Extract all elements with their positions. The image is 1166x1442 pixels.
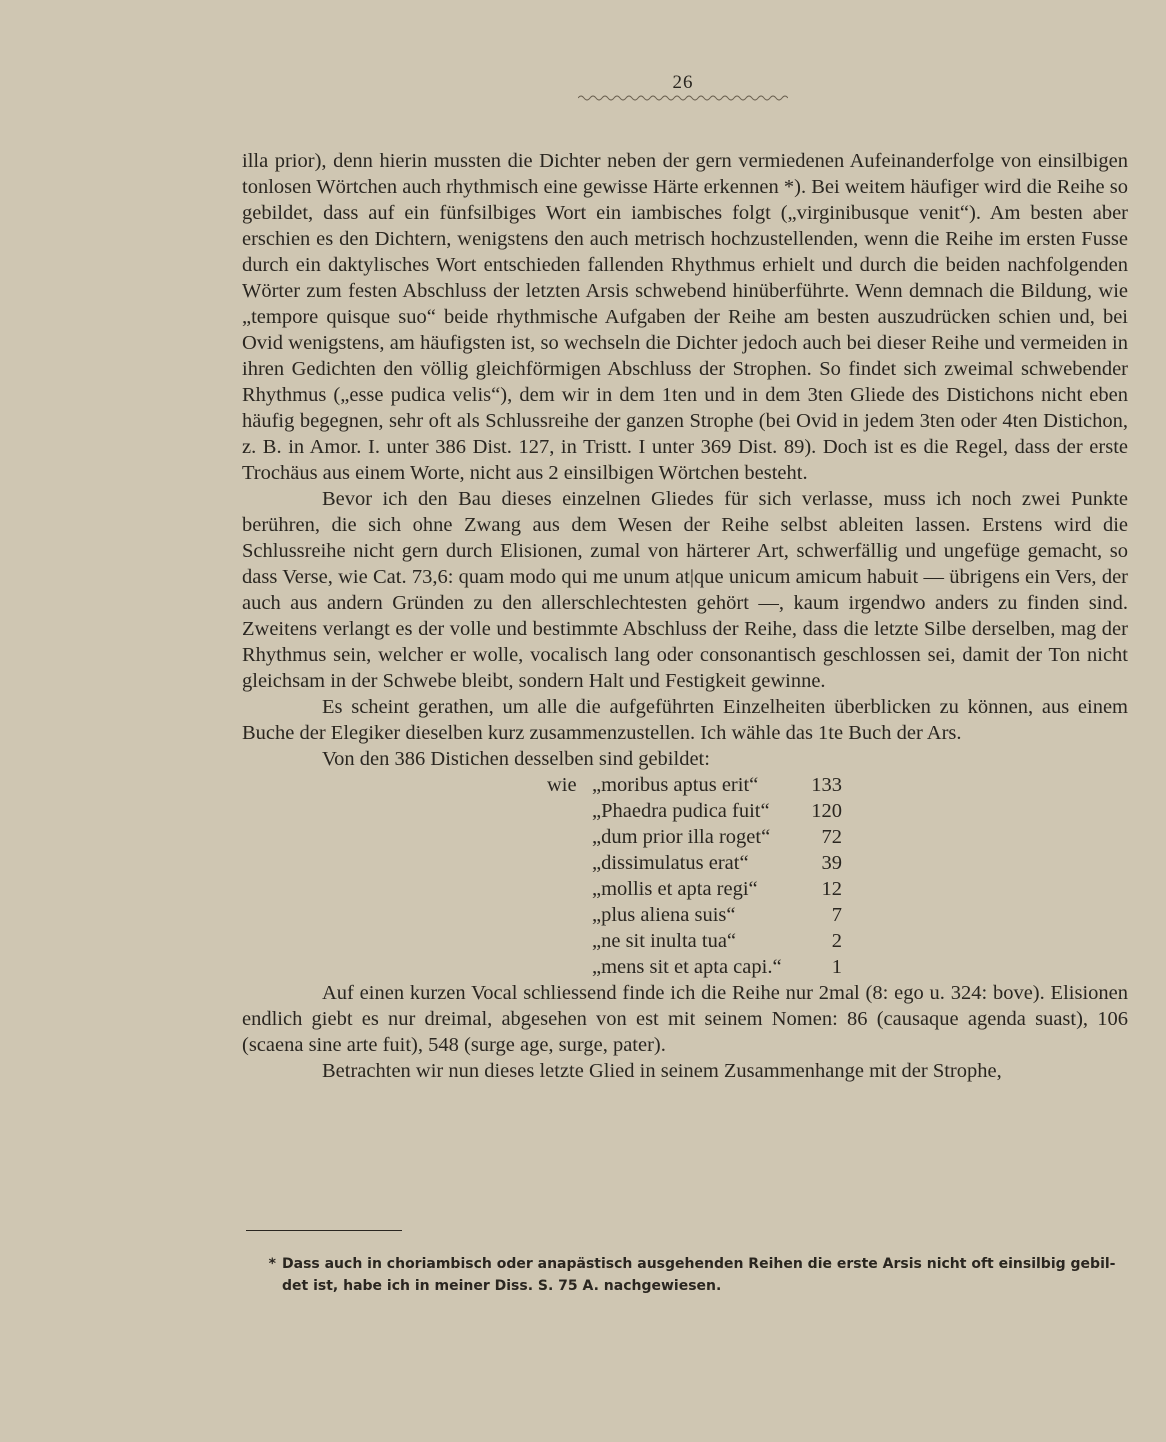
stat-row	[242, 902, 1128, 928]
stat-example: „mollis et apta regi“	[592, 878, 758, 900]
footnote-line-1: Dass auch in choriambisch oder anapästisch ausgehenden Reihen die erste Arsis nicht oft einsilbig gebil-	[282, 1256, 1116, 1272]
stat-count: 2	[831, 930, 842, 952]
body-text	[242, 148, 1128, 1084]
distich-statistics	[242, 772, 1128, 980]
stat-example: „moribus aptus erit“	[592, 774, 759, 796]
stat-count: 72	[821, 826, 842, 848]
stat-example: „Phaedra pudica fuit“	[592, 800, 770, 822]
stat-count: 133	[811, 774, 842, 796]
stat-row	[242, 876, 1128, 902]
paragraph-2: Bevor ich den Bau dieses einzelnen Gliedes für sich verlasse, muss ich noch zwei Punkte berühren, die sich ohne Zwang aus dem Wesen der Reihe selbst ableiten lassen. Erstens wird die Schlussreihe nicht gern durch Elisionen, zumal von härterer Art, schwerfällig und ungefüge gemacht, so dass Verse, wie Cat. 73,6: quam modo qui me unum at|que unicum amicum habuit — übrigens ein Vers, der auch aus andern Gründen zu den allerschlechtesten gehört —, kaum irgendwo anders zu finden sind. Zweitens verlangt es der volle und bestimmte Abschluss der Reihe, dass die letzte Silbe derselben, mag der Rhythmus sein, welcher er wolle, vocalisch lang oder consonantisch geschlossen sei, damit der Ton nicht gleichsam in der Schwebe bleibt, sondern Halt und Festigkeit gewinne.	[242, 488, 1128, 692]
stat-lead: wie	[547, 774, 577, 796]
footnote-divider	[246, 1230, 402, 1231]
stat-row	[242, 824, 1128, 850]
stat-example: „dum prior illa roget“	[592, 826, 771, 848]
paragraph-4: Von den 386 Distichen desselben sind gebildet:	[322, 748, 710, 770]
footnote-marker: *	[268, 1256, 276, 1272]
stat-count: 39	[821, 852, 842, 874]
stat-row	[242, 954, 1128, 980]
stat-example: „mens sit et apta capi.“	[592, 956, 782, 978]
stat-example: „plus aliena suis“	[592, 904, 736, 926]
footnote-line-2: det ist, habe ich in meiner Diss. S. 75 A. nachgewiesen.	[282, 1278, 722, 1294]
page-number: 26	[672, 72, 694, 93]
stat-row	[242, 928, 1128, 954]
footnote	[246, 1253, 1128, 1297]
stat-row	[242, 772, 1128, 798]
stat-row	[242, 850, 1128, 876]
paragraph-1: illa prior), denn hierin mussten die Dichter neben der gern vermiedenen Aufeinanderfolge von einsilbigen tonlosen Wörtchen auch rhythmisch eine gewisse Härte erkennen *). Bei weitem häufiger wird die Reihe so gebildet, dass auf ein fünfsilbiges Wort ein iambisches folgt („virginibusque venit“). Am besten aber erschien es den Dichtern, wenigstens den auch metrisch hochzustellenden, wenn die Reihe im ersten Fusse durch ein daktylisches Wort entschieden fallenden Rhythmus erhielt und durch die beiden nachfolgenden Wörter zum festen Abschluss der letzten Arsis schwebend hinüberführte. Wenn demnach die Bildung, wie „tempore quisque suo“ beide rhythmische Aufgaben der Reihe am besten auszudrücken schien und, bei Ovid wenigstens, am häufigsten ist, so wechseln die Dichter jedoch auch bei dieser Reihe und vermeiden in ihren Gedichten den völlig gleichförmigen Abschluss der Strophen. So findet sich zweimal schwebender Rhythmus („esse pudica velis“), dem wir in dem 1ten und in dem 3ten Gliede des Distichons nicht eben häufig begegnen, sehr oft als Schlussreihe der ganzen Strophe (bei Ovid in jedem 3ten oder 4ten Distichon, z. B. in Amor. I. unter 386 Dist. 127, in Tristt. I unter 369 Dist. 89). Doch ist es die Regel, dass der erste Trochäus aus einem Worte, nicht aus 2 einsilbigen Wörtchen besteht.	[242, 150, 1128, 484]
paragraph-6: Betrachten wir nun dieses letzte Glied in seinem Zusammenhange mit der Strophe,	[322, 1060, 1002, 1082]
stat-row	[242, 798, 1128, 824]
paragraph-5: Auf einen kurzen Vocal schliessend finde ich die Reihe nur 2mal (8: ego u. 324: bove). Elisionen endlich giebt es nur dreimal, abgesehen von est mit seinem Nomen: 86 (causaque agenda suast), 106 (scaena sine arte fuit), 548 (surge age, surge, pater).	[242, 982, 1128, 1056]
stat-example: „ne sit inulta tua“	[592, 930, 737, 952]
page-number-ornament	[578, 94, 788, 102]
paragraph-3: Es scheint gerathen, um alle die aufgeführten Einzelheiten überblicken zu können, aus einem Buche der Elegiker dieselben kurz zusammenzustellen. Ich wähle das 1te Buch der Ars.	[242, 696, 1128, 744]
stat-count: 1	[831, 956, 842, 978]
stat-count: 7	[831, 904, 842, 926]
stat-example: „dissimulatus erat“	[592, 852, 749, 874]
stat-count: 120	[811, 800, 842, 822]
stat-count: 12	[821, 878, 842, 900]
